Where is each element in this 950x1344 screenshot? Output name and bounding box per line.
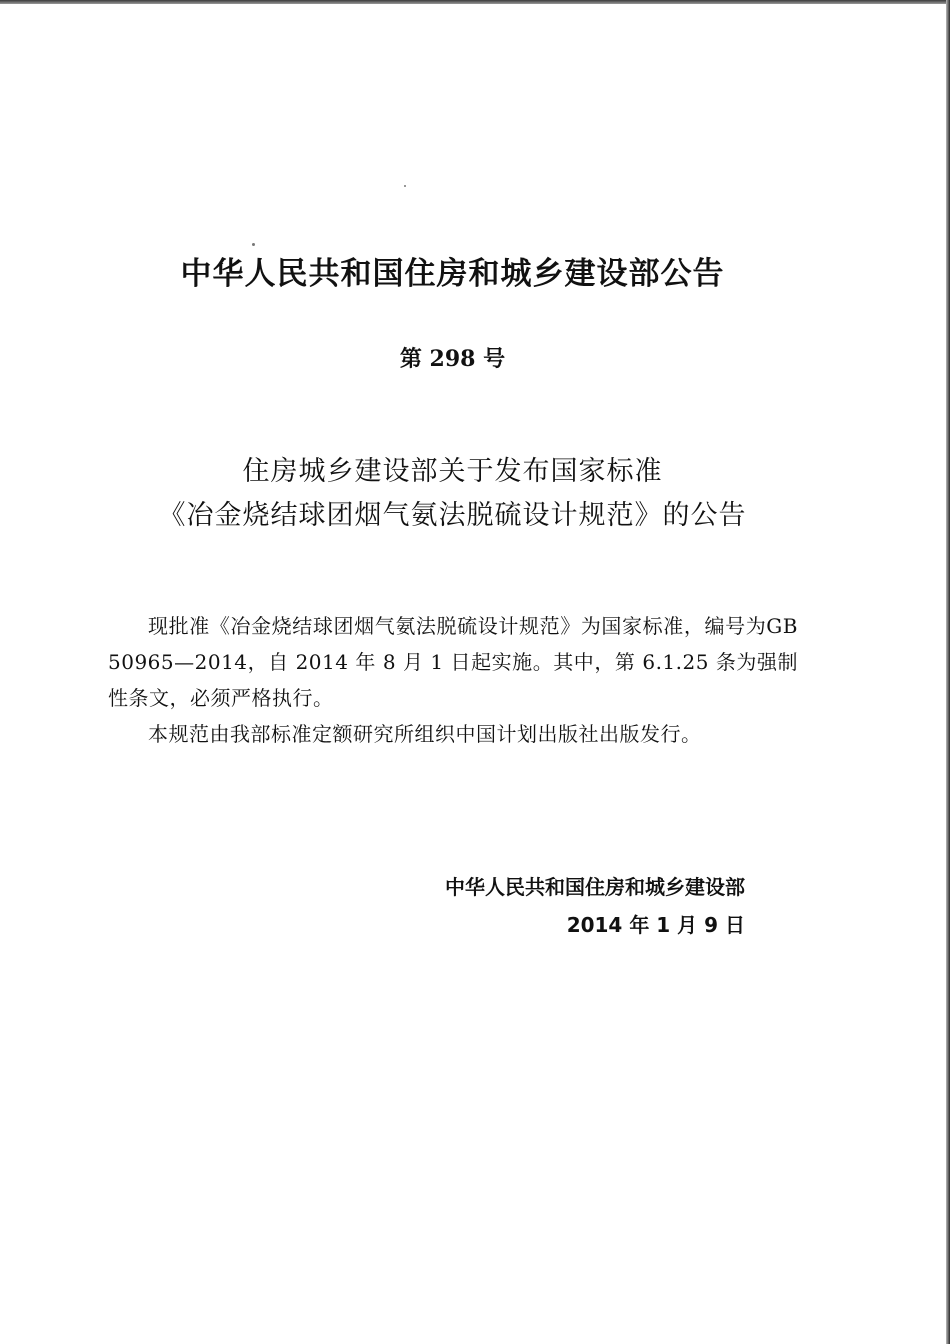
announcement-title: 中华人民共和国住房和城乡建设部公告 [180,256,725,292]
heading-line-2: 《冶金烧结球团烟气氨法脱硫设计规范》的公告 [158,500,747,531]
scan-speck [252,243,255,246]
page-top-border [0,0,950,4]
page-right-border [946,0,950,1344]
body-paragraph-2: 本规范由我部标准定额研究所组织中国计划出版社出版发行。 [148,722,702,746]
signature-issuer: 中华人民共和国住房和城乡建设部 [445,875,745,899]
signature-block [0,868,745,944]
scan-speck [404,185,406,187]
announcement-body [108,608,798,752]
signature-date: 2014 年 1 月 9 日 [566,913,745,937]
announcement-number: 第 298 号 [399,346,506,372]
body-paragraph-1: 现批准《冶金烧结球团烟气氨法脱硫设计规范》为国家标准，编号为GB 50965—2014，自 2014 年 8 月 1 日起实施。其中，第 6.1.25 条为强制性条文，必须严格执行。 [108,614,798,710]
heading-line-1: 住房城乡建设部关于发布国家标准 [242,456,663,487]
announcement-heading [0,450,905,538]
